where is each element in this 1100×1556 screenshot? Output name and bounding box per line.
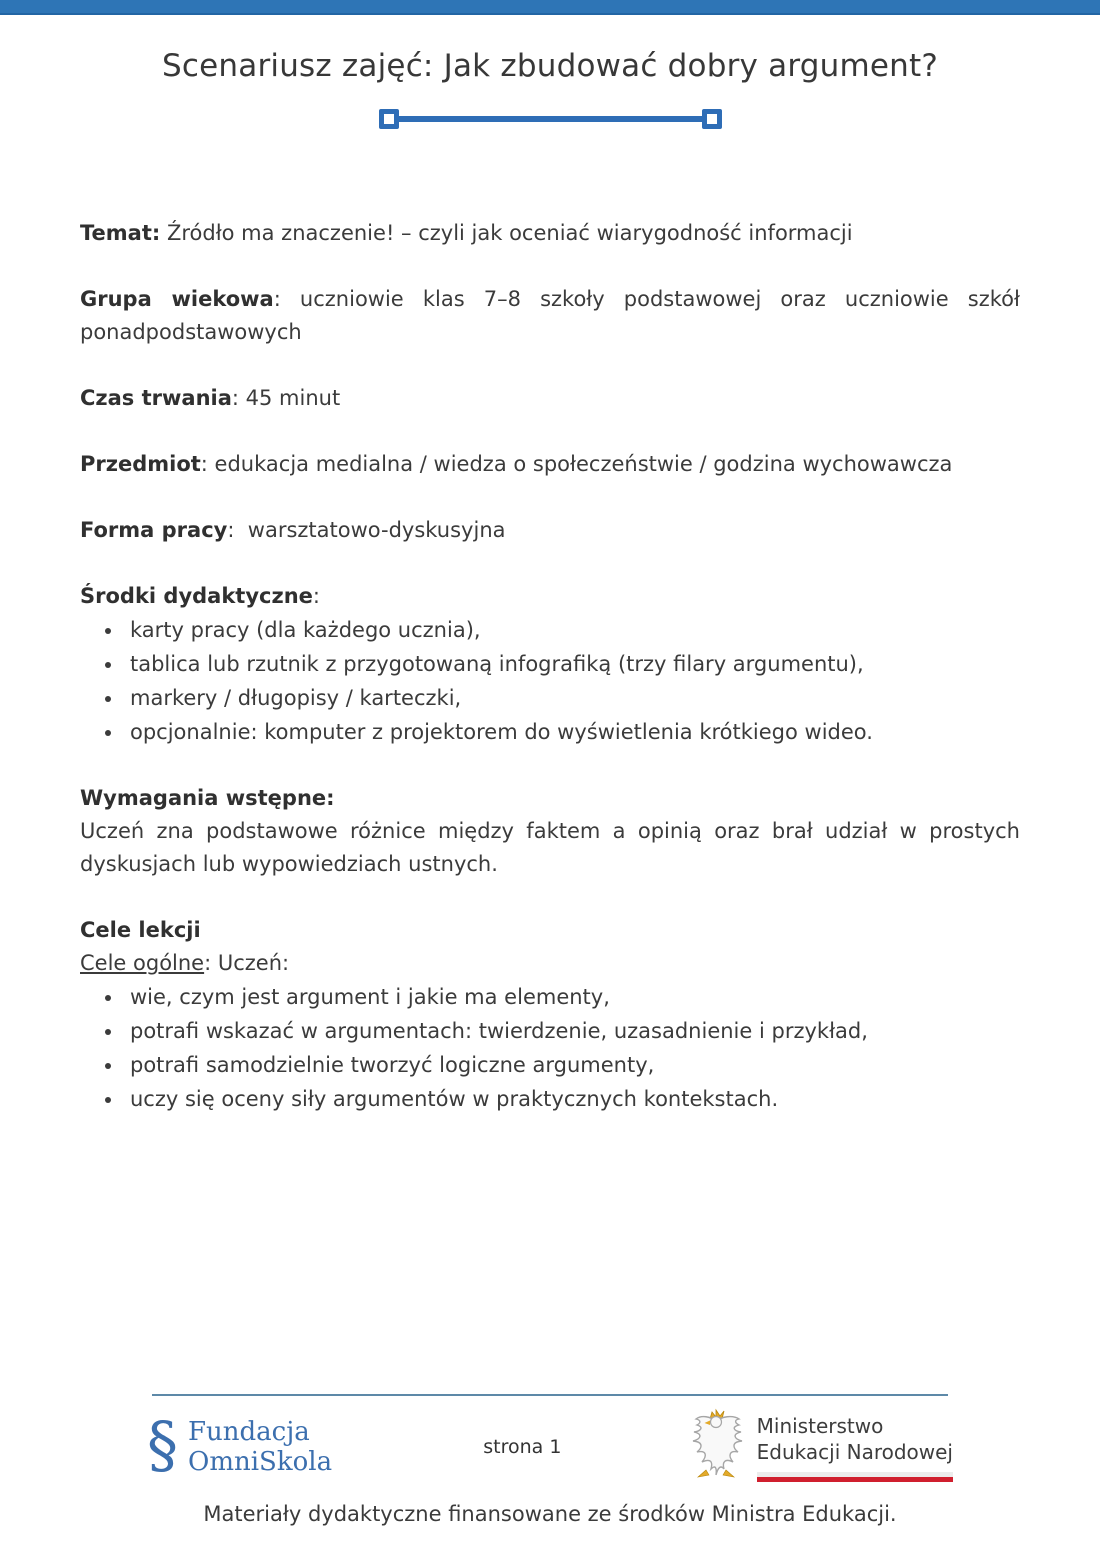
list-item: • karty pracy (dla każdego ucznia),: [124, 613, 1020, 647]
ministry-logo: [685, 1408, 953, 1486]
document-body: [0, 129, 1100, 1116]
polish-eagle-icon: [685, 1408, 747, 1486]
field-przedmiot: [80, 448, 1020, 481]
section-srodki-heading: [80, 580, 1020, 613]
section-srodki-label: Środki dydaktyczne: [80, 584, 313, 608]
field-grupa-wiekowa: [80, 283, 1020, 349]
page-number: strona 1: [483, 1436, 562, 1458]
field-przedmiot-label: Przedmiot: [80, 452, 201, 476]
field-czas-label: Czas trwania: [80, 386, 232, 410]
field-grupa-label: Grupa wiekowa: [80, 287, 274, 311]
ministry-text-block: [757, 1413, 953, 1482]
field-forma-label: Forma pracy: [80, 518, 228, 542]
cele-ogolne-label: Cele ogólne: [80, 951, 205, 975]
section-srodki-colon: :: [312, 584, 320, 608]
footer-divider-line: [152, 1394, 948, 1396]
omniskola-logo-text: [188, 1417, 332, 1477]
divider-square-left: [379, 109, 399, 129]
section-wymagania-label: Wymagania wstępne:: [80, 786, 335, 810]
srodki-list: [80, 613, 1020, 749]
poland-flag-stripe: [757, 1472, 953, 1482]
field-forma-value: : warsztatowo-dyskusyjna: [227, 518, 506, 542]
field-grupa-value: : uczniowie klas 7–8 szkoły podstawowej oraz uczniowie szkół ponadpodstawowych: [80, 287, 1020, 344]
list-item: • uczy się oceny siły argumentów w praktycznych kontekstach.: [124, 1082, 1020, 1116]
list-item: • markery / długopisy / karteczki,: [124, 681, 1020, 715]
ministry-name-line2: Edukacji Narodowej: [756, 1439, 953, 1464]
page-title: Scenariusz zajęć: Jak zbudować dobry argument?: [162, 48, 938, 84]
field-forma-pracy: [80, 514, 1020, 547]
divider-line: [399, 116, 702, 122]
omniskola-logo-icon: §: [147, 1408, 178, 1481]
section-cele-label: Cele lekcji: [80, 918, 201, 942]
list-item: • tablica lub rzutnik z przygotowaną infografiką (trzy filary argumentu),: [124, 647, 1020, 681]
top-accent-bar: [0, 0, 1100, 15]
list-item: • potrafi wskazać w argumentach: twierdzenie, uzasadnienie i przykład,: [124, 1014, 1020, 1048]
ministry-name-line1: Ministerstwo: [756, 1413, 884, 1438]
section-wymagania-body: Uczeń zna podstawowe różnice między faktem a opinią oraz brał udział w prostych dyskusjach lub wypowiedziach ustnych.: [80, 819, 1020, 876]
field-temat-label: Temat:: [80, 221, 161, 245]
field-temat-value: Źródło ma znaczenie! – czyli jak oceniać wiarygodność informacji: [160, 221, 853, 245]
section-wymagania-wstepne: [80, 782, 1020, 881]
list-item: • opcjonalnie: komputer z projektorem do wyświetlenia krótkiego wideo.: [124, 715, 1020, 749]
omniskola-name-line2: OmniSkola: [188, 1447, 333, 1477]
omniskola-name-line1: Fundacja: [188, 1417, 310, 1447]
title-divider: [0, 109, 1100, 129]
list-item: • potrafi samodzielnie tworzyć logiczne argumenty,: [124, 1048, 1020, 1082]
section-srodki-dydaktyczne: [80, 580, 1020, 613]
section-cele-lekcji: [80, 914, 1020, 980]
cele-list: [80, 980, 1020, 1116]
flag-red-stripe: [757, 1477, 953, 1482]
field-przedmiot-value: : edukacja medialna / wiedza o społeczeństwie / godzina wychowawcza: [200, 452, 953, 476]
page-footer: [0, 1394, 1100, 1556]
list-item: • wie, czym jest argument i jakie ma elementy,: [124, 980, 1020, 1014]
field-czas-value: : 45 minut: [231, 386, 341, 410]
section-cele-subheading: [80, 947, 1020, 980]
field-temat: [80, 217, 1020, 250]
field-czas-trwania: [80, 382, 1020, 415]
divider-square-right: [702, 109, 722, 129]
footer-logos-row: [147, 1408, 953, 1486]
omniskola-logo: [147, 1408, 333, 1481]
funding-note: Materiały dydaktyczne finansowane ze środków Ministra Edukacji.: [203, 1502, 897, 1526]
cele-ogolne-suffix: : Uczeń:: [204, 951, 290, 975]
